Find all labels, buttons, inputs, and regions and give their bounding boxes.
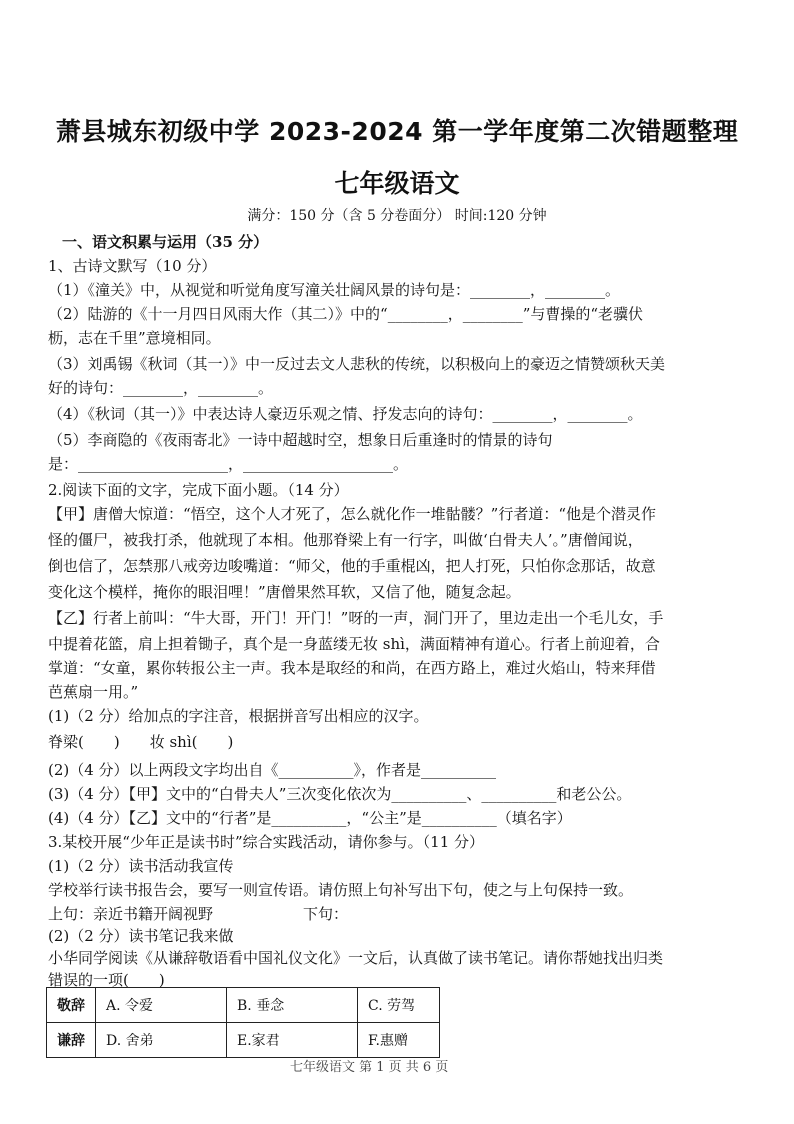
question-text: (1)（2 分）读书活动我宣传 bbox=[48, 857, 234, 875]
table-cell: E.家君 bbox=[227, 1023, 358, 1058]
exam-meta: 满分：150 分（含 5 分卷面分） 时间:120 分钟 bbox=[247, 208, 547, 224]
question-text: (2)（2 分）读书笔记我来做 bbox=[48, 927, 234, 945]
question-text: 错误的一项( ) bbox=[48, 971, 165, 989]
table-cell: F.惠赠 bbox=[358, 1023, 440, 1058]
passage-line: 掌道：“女童，累你转报公主一声。我本是取经的和尚，在西方路上，难过火焰山，特来拜借 bbox=[48, 659, 656, 677]
question-text: (3)（4 分）【甲】文中的“白骨夫人”三次变化依次为__________、__________和老公公。 bbox=[48, 785, 632, 803]
page-footer: 七年级语文 第 1 页 共 6 页 bbox=[290, 1060, 449, 1075]
exam-subtitle: 七年级语文 bbox=[334, 169, 460, 198]
question-text: （2）陆游的《十一月四日风雨大作（其二）》中的“________，________”与曹操的“老骥伏 bbox=[48, 305, 644, 323]
passage-line: 变化这个模样，掩你的眼泪哩！”唐僧果然耳软，又信了他，随复念起。 bbox=[48, 583, 521, 601]
passage-line: 怪的僵尸，被我打杀，他就现了本相。他那脊梁上有一行字，叫做‘白骨夫人’。”唐僧闻说， bbox=[48, 531, 643, 549]
question-text: 学校举行读书报告会，要写一则宣传语。请仿照上句补写出下句，使之与上句保持一致。 bbox=[48, 881, 634, 899]
table-cell: D. 舍弟 bbox=[96, 1023, 227, 1058]
question-text: 脊梁( ) 妆 shì( ) bbox=[48, 733, 234, 751]
honorific-table bbox=[46, 987, 440, 1058]
passage-line: 【乙】行者上前叫：“牛大哥，开门！开门！”呀的一声，洞门开了，里边走出一个毛儿女，手 bbox=[48, 609, 664, 627]
question-text: （4）《秋词（其一）》中表达诗人豪迈乐观之情、抒发志向的诗句：________，________。 bbox=[48, 405, 643, 423]
table-row-head: 谦辞 bbox=[47, 1023, 96, 1058]
question-text: （3）刘禹锡《秋词（其一）》中一反过去文人悲秋的传统，以积极向上的豪迈之情赞颂秋天美 bbox=[48, 355, 666, 373]
passage-line: 中提着花篮，肩上担着锄子，真个是一身蓝缕无妆 shì，满面精神有道心。行者上前迎着，合 bbox=[48, 635, 660, 653]
passage-line: 倒也信了，怎禁那八戒旁边唆嘴道：“师父，他的手重棍凶，把人打死，只怕你念那话，故意 bbox=[48, 557, 656, 575]
passage-line: 【甲】唐僧大惊道：“悟空，这个人才死了，怎么就化作一堆骷髅？”行者道：“他是个潜灵作 bbox=[48, 505, 657, 523]
question-text: (4)（4 分）【乙】文中的“行者”是__________，“公主”是__________（填名字） bbox=[48, 809, 572, 827]
table-row bbox=[47, 1023, 440, 1058]
table-cell: C. 劳驾 bbox=[358, 988, 440, 1023]
table-row-head: 敬辞 bbox=[47, 988, 96, 1023]
table-cell: B. 垂念 bbox=[227, 988, 358, 1023]
section-heading: 一、语文积累与运用（35 分） bbox=[62, 233, 269, 251]
question-1-heading: 1、古诗文默写（10 分） bbox=[48, 257, 217, 275]
question-text: 枥，志在千里”意境相同。 bbox=[48, 329, 221, 347]
passage-line: 芭蕉扇一用。” bbox=[48, 683, 139, 701]
question-text: （5）李商隐的《夜雨寄北》一诗中超越时空，想象日后重逢时的情景的诗句 bbox=[48, 431, 553, 449]
question-text: 上句：亲近书籍开阔视野 下句： bbox=[48, 905, 349, 923]
question-text: 是：____________________，____________________。 bbox=[48, 455, 409, 473]
table-cell: A. 令爱 bbox=[96, 988, 227, 1023]
question-text: 小华同学阅读《从谦辞敬语看中国礼仪文化》一文后，认真做了读书笔记。请你帮她找出归类 bbox=[48, 949, 664, 967]
question-text: （1）《潼关》中，从视觉和听觉角度写潼关壮阔风景的诗句是：________，________。 bbox=[48, 281, 621, 299]
exam-title: 萧县城东初级中学 2023-2024 第一学年度第二次错题整理 bbox=[55, 117, 739, 146]
question-3-heading: 3.某校开展“少年正是读书时”综合实践活动，请你参与。（11 分） bbox=[48, 833, 485, 851]
question-text: 好的诗句：________，________。 bbox=[48, 379, 274, 397]
question-text: (2)（4 分）以上两段文字均出自《__________》，作者是__________ bbox=[48, 761, 497, 779]
table-row bbox=[47, 988, 440, 1023]
question-text: (1)（2 分）给加点的字注音，根据拼音写出相应的汉字。 bbox=[48, 707, 429, 725]
question-2-heading: 2.阅读下面的文字，完成下面小题。（14 分） bbox=[48, 481, 349, 499]
